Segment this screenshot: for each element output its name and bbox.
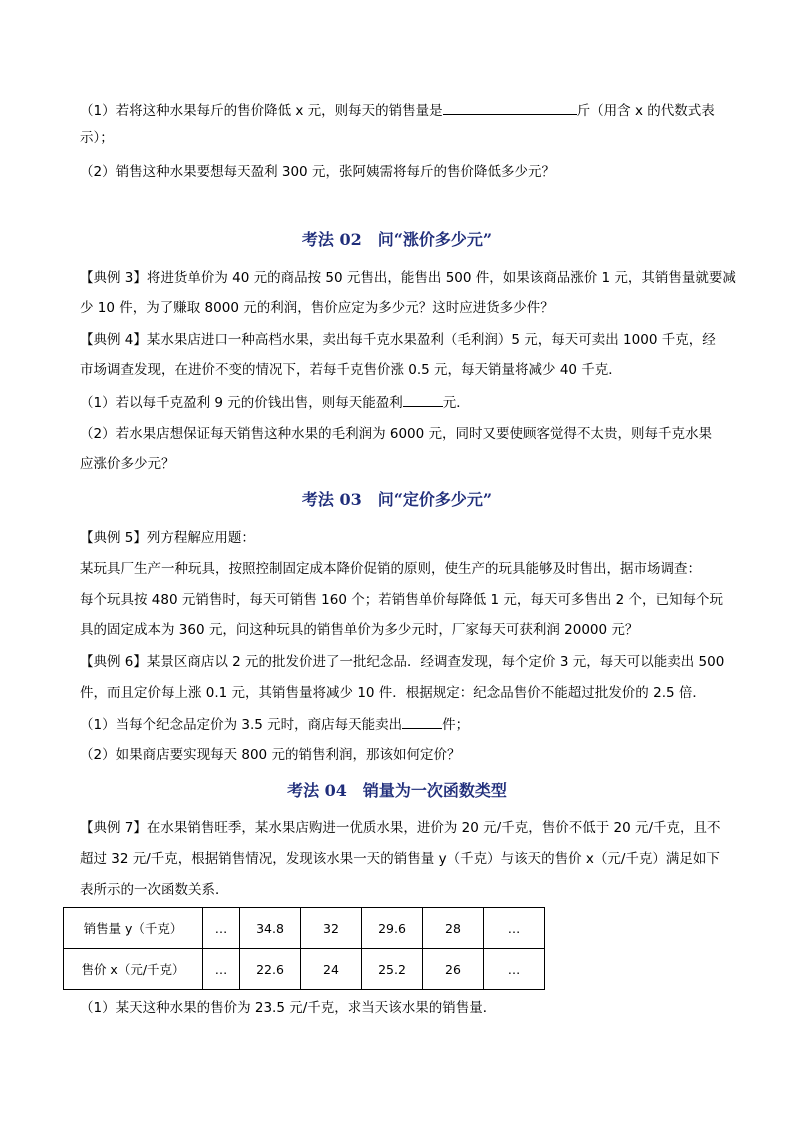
example-4-part-1: （1）若以每千克盈利 9 元的价钱出售，则每天能盈利 元． — [80, 392, 720, 413]
table-cell: … — [203, 949, 240, 990]
table-cell: 25.2 — [362, 949, 423, 990]
example-6-part-2: （2）如果商店要实现每天 800 元的销售利润，那该如何定价？ — [80, 747, 461, 763]
example-7-line-2: 超过 32 元/千克，根据销售情况，发现该水果一天的销售量 y（千克）与该天的售价 x（元/千克）满足如下 — [80, 851, 720, 867]
example-3-line-1: 【典例 3】将进货单价为 40 元的商品按 50 元售出，能售出 500 件，如果该商品涨价 1 元，其销售量就要减 — [80, 270, 736, 286]
table-cell: 34.8 — [240, 908, 301, 949]
table-cell: … — [484, 908, 545, 949]
example-7-line-1: 【典例 7】在水果销售旺季，某水果店购进一优质水果，进价为 20 元/千克，售价不低于 20 元/千克，且不 — [80, 820, 721, 836]
example-5-line-2: 某玩具厂生产一种玩具，按照控制固定成本降价促销的原则，使生产的玩具能够及时售出，据市场调查： — [80, 561, 701, 577]
sales-price-table — [63, 907, 545, 990]
example-5-line-4: 具的固定成本为 360 元，问这种玩具的销售单价为多少元时，厂家每天可获利润 20000 元？ — [80, 622, 639, 638]
table-cell: 24 — [301, 949, 362, 990]
example-3-line-2: 少 10 件，为了赚取 8000 元的利润，售价应定为多少元？这时应进货多少件？ — [80, 300, 554, 316]
question-part-1-line-1: （1）若将这种水果每斤的售价降低 x 元，则每天的销售量是 斤（用含 x 的代数式表 — [80, 100, 720, 121]
answer-blank — [402, 714, 442, 729]
table-cell: 32 — [301, 908, 362, 949]
answer-blank — [443, 100, 577, 115]
question-part-1-line-2: 示）； — [80, 130, 114, 146]
section-heading-04: 考法 04 销量为一次函数类型 — [287, 781, 507, 800]
example-4-part-2-line-1: （2）若水果店想保证每天销售这种水果的毛利润为 6000 元，同时又要使顾客觉得不太贵，则每千克水果 — [80, 426, 713, 442]
example-6-part-1: （1）当每个纪念品定价为 3.5 元时，商店每天能卖出 件； — [80, 714, 720, 735]
table-cell: 22.6 — [240, 949, 301, 990]
table-row — [64, 949, 545, 990]
section-heading-02: 考法 02 问“涨价多少元” — [301, 230, 493, 249]
example-4-part-2-line-2: 应涨价多少元？ — [80, 456, 175, 472]
section-heading-03: 考法 03 问“定价多少元” — [301, 490, 493, 509]
example-5-line-1: 【典例 5】列方程解应用题： — [80, 530, 255, 546]
table-cell: … — [484, 949, 545, 990]
example-4-line-1: 【典例 4】某水果店进口一种高档水果，卖出每千克水果盈利（毛利润）5 元，每天可卖出 1000 千克，经 — [80, 332, 716, 348]
table-row — [64, 908, 545, 949]
example-4-line-2: 市场调查发现，在进价不变的情况下，若每千克售价涨 0.5 元，每天销量将减少 40 千克． — [80, 362, 622, 378]
table-cell: 售价 x（元/千克） — [64, 949, 203, 990]
answer-blank — [403, 392, 443, 407]
table-cell: 29.6 — [362, 908, 423, 949]
example-6-line-2: 件，而且定价每上涨 0.1 元，其销售量将减少 10 件．根据规定：纪念品售价不能超过批发价的 2.5 倍． — [80, 685, 706, 701]
question-part-2: （2）销售这种水果要想每天盈利 300 元，张阿姨需将每斤的售价降低多少元？ — [80, 164, 555, 180]
table-cell: 28 — [423, 908, 484, 949]
example-7-line-3: 表所示的一次函数关系． — [80, 882, 229, 898]
example-5-line-3: 每个玩具按 480 元销售时，每天可销售 160 个；若销售单价每降低 1 元，每天可多售出 2 个，已知每个玩 — [80, 592, 724, 608]
table-cell: … — [203, 908, 240, 949]
example-7-part-1: （1）某天这种水果的售价为 23.5 元/千克，求当天该水果的销售量． — [80, 1000, 497, 1016]
example-6-line-1: 【典例 6】某景区商店以 2 元的批发价进了一批纪念品．经调查发现，每个定价 3 元，每天可以能卖出 500 — [80, 654, 725, 670]
table-cell: 26 — [423, 949, 484, 990]
table-cell: 销售量 y（千克） — [64, 908, 203, 949]
